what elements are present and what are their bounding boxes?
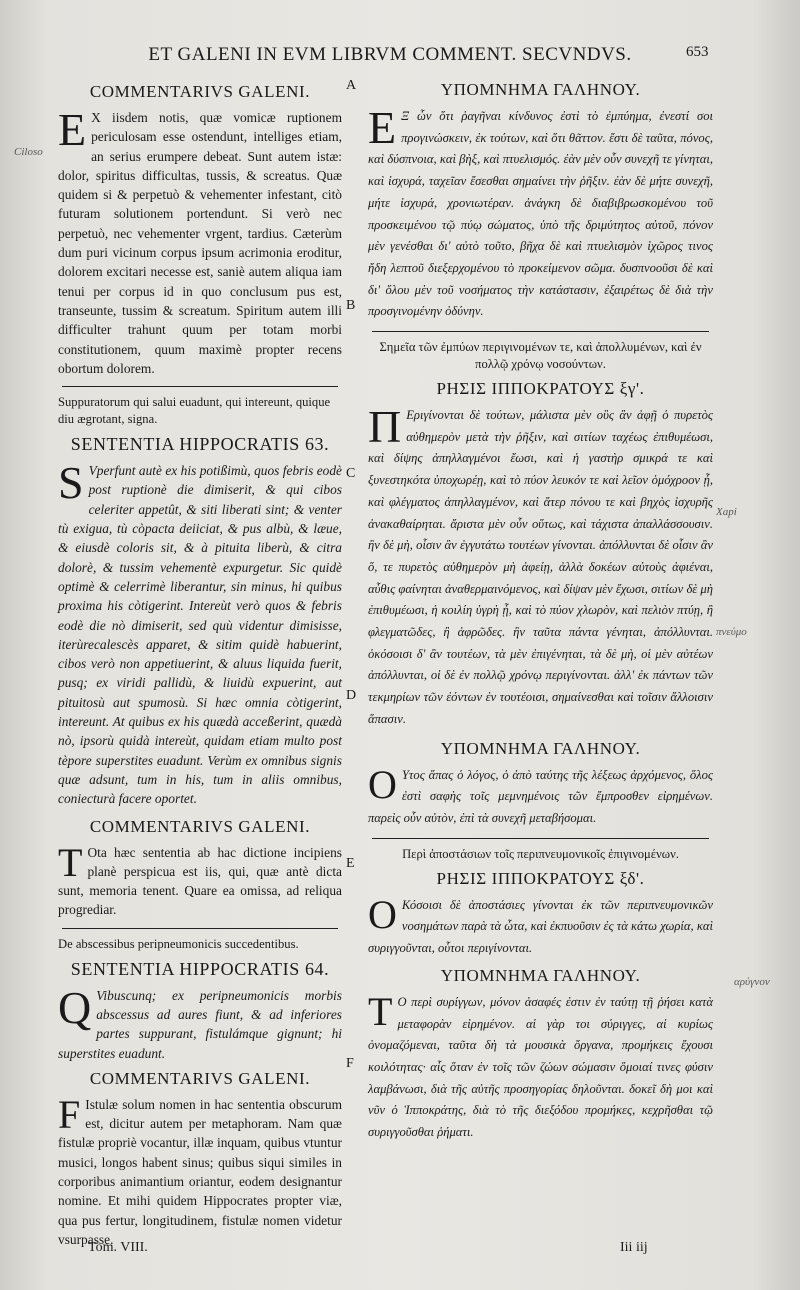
section-heading: ΡΗΣΙΣ ΙΠΠΟΚΡΑΤΟΥΣ ξδ'. [436,868,645,888]
paragraph: F Istulæ solum nomen in hac sententia obscurum est, dicitur autem per metaphoram. Nam quæ fistulæ propriè vocantur, illæ inquam, quibus vtuntur musici, longos habent sinus; quibus siqui similes in corporibus animantium oriantur, eodem designantur nomine. Et mihi quidem Hippocrates propter viæ, qua pus fertur, longitudinem, fistulæ nomen videtur vsurpasse. [58,1091,342,1247]
drop-cap: Τ [368,988,393,1034]
drop-cap: E [58,104,87,155]
latin-column [58,82,342,1247]
volume-signature: Tom. VIII. [88,1240,148,1255]
paragraph: E X iisdem notis, quæ vomicæ ruptionem periculosam esse ostendunt, intelliges etiam, an serius erumpere debeat. Sunt autem istæ: dolor, spiritus difficultas, tussis, & screatus. Quæ quidem si & perpetuò & vehementer infestant, citò futuram solutionem portendunt. Si verò nec perpetuò, nec vehementer vrgent, tardius. Cæterùm dum puri vicinum corpus ipsum acrimonia eroditur, dolorem excitari necesse est, saniè autem aliqua iam tenui per corpus id in quo conclusum pus est, transeunte, tussim & screatum. Spiritum autem illi difficulter trahunt quum per totam morbi constitutionem, quum maximè propter recens obortum dolorem. [58,104,342,376]
paragraph: Π Εριγίνονται δὲ τούτων, μάλιστα μὲν οὓς ἂν ἀφῇ ὁ πυρετὸς αὐθημερὸν μετὰ τὴν ῥῆξιν, καὶ σιτίων ταχέως ἐπιθυμέωσι, καὶ δίψης ἀπηλλαγμένοι ἔωσι, καὶ ἡ γαστὴρ σμικρά τε καὶ ξυνεστηκότα ὑποχωρέῃ, καὶ τὸ πύον λευκόν τε καὶ λεῖον ὁμόχροον ᾖ, καὶ φλέγματος ἀπηλλαγμένον, καὶ ἄτερ πόνου τε καὶ βηχὸς ἰσχυρῆς ἀνακαθαίρηται. ἄριστα μὲν οὖν οὕτως, καὶ τάχιστα ἀπαλλάσσουσιν. ἢν δὲ μὴ, οἷσιν ἂν ἐγγυτάτω τουτέων γίνονται. ἀπόλλυνται δὲ οἷσιν ἂν ὅ, τε πυρετὸς αὐθημερὸν μὴ ἀφείῃ, ἀλλὰ δοκέων αὐτοὺς ἀφιέναι, αὖθις φαίνηται ἀναθερμαινόμενος, καὶ δίψαν μὲν ἔχωσι, σιτίων δὲ μὴ ἐπιθυμέωσι, ἡ κοιλίη ὑγρὴ ᾖ, καὶ τὸ πύον χλωρὸν, καὶ πελιὸν πτύῃ, ἢ φλεγματῶδες, ἢ ἀφρῶδες. ἢν ταῦτα πάντα γένηται, ἀπόλλυνται. ὁκόσοισι δ' ἂν τουτέων, τὰ μὲν ἐπιγένηται, τὰ δὲ μὴ, οἱ μὲν αὐτέων ἀπόλλυνται, οἱ δὲ ἐν πολλῷ χρόνῳ περιγίνονται. ἀλλ' ἐκ πάντων τῶν τεκμηρίων τῶν ἐόντων ἐν τουτέοισι, σημαίνεσθαι καὶ τοῖσιν ἄλλοισιν ἅπασιν. [368,401,713,726]
section-heading: SENTENTIA HIPPOCRATIS 64. [70,958,330,979]
drop-cap: Ο [368,761,397,807]
handnote-d: πνεύμο [716,626,747,638]
divider [372,331,709,332]
drop-cap: Ο [368,891,397,937]
divider [62,928,338,929]
section-heading: COMMENTARIVS GALENI. [89,1068,311,1088]
paragraph: Ο Κόσοισι δὲ ἀποστάσιες γίνονται ἐκ τῶν περιπνευμονικῶν νοσημάτων παρὰ τὰ ὦτα, καὶ ἐκπυοῦσιν ἐς τὰ κάτω χωρία, καὶ συριγγοῦνται, οὗτοι περιγίνονται. [368,891,713,956]
greek-column [368,80,713,1230]
paragraph: Ε Ξ ὧν ὅτι ῥαγῆναι κίνδυνος ἐστὶ τὸ ἐμπύημα, ἐνεστί σοι προγινώσκειν, ἐκ τούτων, καὶ ὅτι θᾶττον. ἔστι δὲ ταῦτα, πόνος, καὶ δύσπνοια, καὶ βὴξ, καὶ πτυελισμός. ἐὰν μὲν οὖν συνεχῆ τε γίνηται, καὶ ἰσχυρά, ταχεῖαν ἔσεσθαι σημαίνει τὴν ῥῆξιν. ἐὰν δὲ μήτε συνεχῆ, μήτε ἰσχυρά, χρονιωτέραν. ἀνάγκη δὲ διαβιβρωσκομένου τοῦ προσκειμένου τῷ πύῳ σώματος, ὑπὸ τῆς δριμύτητος αὐτοῦ, πόνον μὲν γενέσθαι δι' αὐτὸ τοῦτο, βῆχα δὲ καὶ πτυελισμὸν ἰχῶρος τινος ἤδη λεπτοῦ διεξερχομένου τὸ προκείμενον σῶμα. δυσπνοοῦσι δὲ καὶ δι' ὅλου μὲν τοῦ νοσήματος τὴν κατάστασιν, ἐξαιρέτως δὲ διὰ τὴν προσγινομένην ὀδύνην. [368,102,713,319]
margin-letter-a: A [346,78,357,93]
handnote-c: Xapi [716,506,737,518]
drop-cap: T [58,839,83,885]
section-heading: ΥΠΟΜΝΗΜΑ ΓΑΛΗΝΟΥ. [440,80,641,99]
page-number: 653 [686,44,709,60]
section-heading: COMMENTARIVS GALENI. [89,82,311,101]
paragraph: T Ota hæc sententia ab hac dictione incipiens planè perspicua est iis, qui, quæ antè dicta sunt, memoria tenent. Quare ea omissa, ad reliqua progrediar. [58,839,342,918]
caption: Σημεῖα τῶν ἐμπύων περιγινομένων τε, καὶ ἀπολλυμένων, καὶ ἐν πολλῷ χρόνῳ νοσούντων. [379,340,702,372]
section-heading: ΥΠΟΜΝΗΜΑ ΓΑΛΗΝΟΥ. [440,965,641,985]
section-heading: COMMENTARIVS GALENI. [89,816,311,836]
paragraph: Ο Υτος ἅπας ὁ λόγος, ὁ ἀπὸ ταύτης τῆς λέξεως ἀρχόμενος, ὅλος ἐστὶ σαφὴς τοῖς μεμνημένοις τῶν ἔμπροσθεν εἰρημένων. παρεὶς οὖν αὐτὸν, ἐπὶ τὰ συνεχῆ μεταβήσομαι. [368,761,713,825]
divider [62,386,338,387]
caption: Suppuratorum qui salui euadunt, qui intereunt, quique diu ægrotant, signa. [58,395,331,427]
section-heading: SENTENTIA HIPPOCRATIS 63. [70,434,330,455]
drop-cap: F [58,1091,81,1137]
margin-letter-e: E [346,856,355,871]
margin-letter-c: C [346,466,356,481]
paragraph: Q Vibuscunq; ex peripneumonicis morbis abscessus ad aures fiunt, & ad inferiores partes suppurant, fistulámque gignunt; hi superstites euadunt. [58,981,342,1061]
drop-cap: Π [368,401,402,453]
handnote-e: αρύγνον [734,976,770,988]
caption: Περὶ ἀποστάσιων τοῖς περιπνευμονικοῖς ἐπιγινομένων. [402,846,679,861]
paragraph: S Vperfunt autè ex his potißimù, quos febris eodè post ruptionè die dimiserit, & qui cibos celeriter appetût, & siti liberati sint; & venter tù exigua, tù còpacta deiiciat, & pus albù, & læue, & eiusdè coloris sit, & à pituita liberù, & citra dolorè, & tussim vehementè expurgetur. Sic quidè optimè & celerrimè liberantur, sin minus, hi quibus proxima his còtigerint. Intereùt verò quos & febris eodè die nò dimiserit, sed quù videntur dimisisse, iterùrecalescès apparet, & sitim quidè habuerint, cibos verò non appetiuerint, & aluus liquida fuerit, pusq; ex viridi pallidù, & liuidù expuerint, aut pituitosù aut spumosù. Si hæc omnia còtigerint, intereunt. At quibus ex his quædà acceßerint, quædà nò, ipsorù quidà intereùt, quidam etiam multo post tèpore superstites euadunt. Verùm ex omnibus signis quæ adsunt, tum in his, tum in aliis omnibus, coniecturà facere oportet. [58,457,342,807]
handnote-left: Ciloso [14,146,43,158]
drop-cap: S [58,457,84,509]
drop-cap: Ε [368,102,397,153]
divider [372,838,709,839]
margin-letter-d: D [346,688,357,703]
gathering-signature: Iii iij [620,1240,648,1255]
drop-cap: Q [58,981,92,1033]
section-heading: ΥΠΟΜΝΗΜΑ ΓΑΛΗΝΟΥ. [440,738,641,758]
section-heading: ΡΗΣΙΣ ΙΠΠΟΚΡΑΤΟΥΣ ξγ'. [436,379,645,399]
running-head: ET GALENI IN EVM LIBRVM COMMENT. SECVNDVS. [148,44,632,65]
margin-letter-b: B [346,298,356,313]
caption: De abscessibus peripneumonicis succedentibus. [58,936,299,951]
margin-letter-f: F [346,1056,354,1071]
paragraph: Τ Ο περὶ συρίγγων, μόνον ἀσαφές ἐστιν ἐν ταύτῃ τῇ ῥήσει κατὰ μεταφορὰν εἰρημένον. αἱ γὰρ τοι σύριγγες, αἱ κυρίως ὀνομαζόμεναι, ταῦτα δὴ τὰ μουσικὰ ὄργανα, προμήκεις ἔχουσι κοιλότητας· αἷς ὅταν ἐν τοῖς τῶν ζώων σώμασιν ὅμοιαί τινες φύσιν λαμβάνωσι, διὰ τῆς αὐτῆς προσηγορίας δηλοῦνται. δοκεῖ δὴ μοι καὶ νῦν ὁ Ἱπποκράτης, διὰ τὸ τῆς διεξόδου προμήκες, κεχρῆσθαι τῷ συριγγοῦσθαι ῥήματι. [368,988,713,1140]
